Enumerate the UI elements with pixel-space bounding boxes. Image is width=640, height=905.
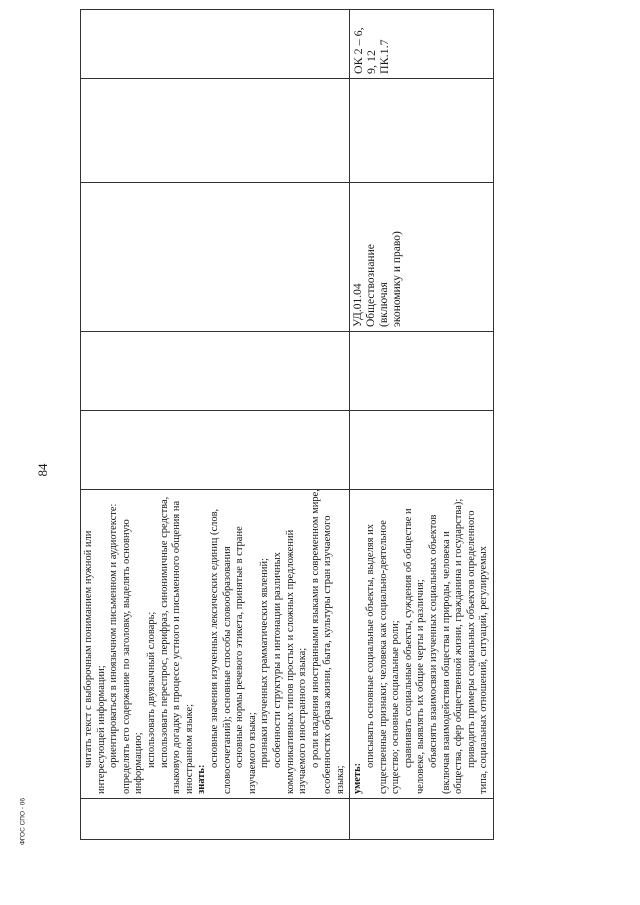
content-line: информацию; xyxy=(133,732,145,794)
content-line: основные нормы речевого этикета, принятые в стране xyxy=(234,526,246,768)
content-line: типа, социальных отношений, ситуаций, регулируемых xyxy=(478,546,490,794)
content-line: иностранном языке; xyxy=(183,703,195,794)
content-line: сравнивать социальные объекты, суждения об обществе и xyxy=(402,508,414,768)
discipline-code: УД.01.04 xyxy=(352,283,365,327)
section-heading: уметь: xyxy=(352,762,364,794)
table-cell-extra xyxy=(350,79,494,183)
content-line: приводить примеры социальных объектов определенного xyxy=(465,510,477,768)
discipline-name-line: Обществознание xyxy=(365,244,378,327)
content-line: интересующей информации; xyxy=(95,665,107,794)
content-line: коммуникативных типов простых и сложных предложений xyxy=(284,529,296,794)
table-cell-hours xyxy=(350,411,494,490)
table-cell-index xyxy=(350,799,494,840)
content-line: ориентироваться в иноязычном письменном и аудиотексте: xyxy=(108,503,120,768)
content-line: использовать двуязычный словарь; xyxy=(145,611,157,768)
competence-line: ОК 2 – 6, xyxy=(351,27,366,74)
content-line: общества, сфер общественной жизни, гражданина и государства); xyxy=(453,498,465,794)
table-cell-content xyxy=(81,490,350,799)
content-line: объяснять взаимосвязи изученных социальных объектов xyxy=(428,514,440,768)
table-cell-extra xyxy=(81,79,350,183)
table-row xyxy=(350,10,494,840)
content-line: использовать переспрос, перифраз, синонимичные средства, xyxy=(158,496,170,768)
page-number: 84 xyxy=(35,463,50,477)
content-line: человеке, выявлять их общие черты и различия; xyxy=(415,579,427,794)
curriculum-table xyxy=(80,9,494,840)
footer-label: ФГОС СПО - 06 xyxy=(19,797,27,846)
content-line: (включая взаимодействия общества и природы, человека и xyxy=(440,531,452,794)
content-line: определять его содержание по заголовку, выделять основную xyxy=(120,519,132,794)
table-cell-content xyxy=(350,490,494,799)
section-heading: знать: xyxy=(196,764,208,794)
table-cell-discipline xyxy=(350,183,494,332)
table-cell-hours xyxy=(81,411,350,490)
table-cell-hours-2 xyxy=(81,332,350,411)
rotated-page-content xyxy=(80,27,490,840)
content-line: существенные признаки; человека как социально-деятельное xyxy=(377,520,389,794)
table-row xyxy=(81,10,350,840)
content-line: описывать основные социальные объекты, выделяя их xyxy=(365,524,377,768)
table-cell-index xyxy=(81,799,350,840)
content-line: языковую догадку в процессе устного и письменного общения на xyxy=(171,500,183,794)
content-line: изучаемого языка; xyxy=(246,712,258,794)
content-line: особенности структуры и интонации различных xyxy=(271,552,283,768)
content-line: существо; основные социальные роли; xyxy=(390,620,402,794)
content-line: признаки изученных грамматических явлений; xyxy=(259,558,271,768)
content-line: языка; xyxy=(334,765,346,794)
table-cell-competences xyxy=(81,10,350,79)
content-line: о роли владения иностранными языками в современном мире, xyxy=(309,489,321,768)
content-line: особенностях образа жизни, быта, культуры стран изучаемого xyxy=(322,515,334,794)
content-line: словосочетаний); основные способы словообразования xyxy=(221,546,233,794)
table-cell-discipline xyxy=(81,183,350,332)
discipline-name-line: экономику и право) xyxy=(391,231,404,327)
competence-line: ПК.1.7 xyxy=(377,39,392,74)
content-line: основные значения изученных лексических единиц (слов, xyxy=(208,508,220,768)
competence-line: 9, 12 xyxy=(364,50,379,74)
content-line: читать текст с выборочным пониманием нужной или xyxy=(83,530,94,768)
content-line: изучаемого иностранного языка; xyxy=(297,647,309,794)
discipline-name-line: (включая xyxy=(378,282,391,327)
table-cell-competences xyxy=(350,10,494,79)
table-cell-hours-2 xyxy=(350,332,494,411)
